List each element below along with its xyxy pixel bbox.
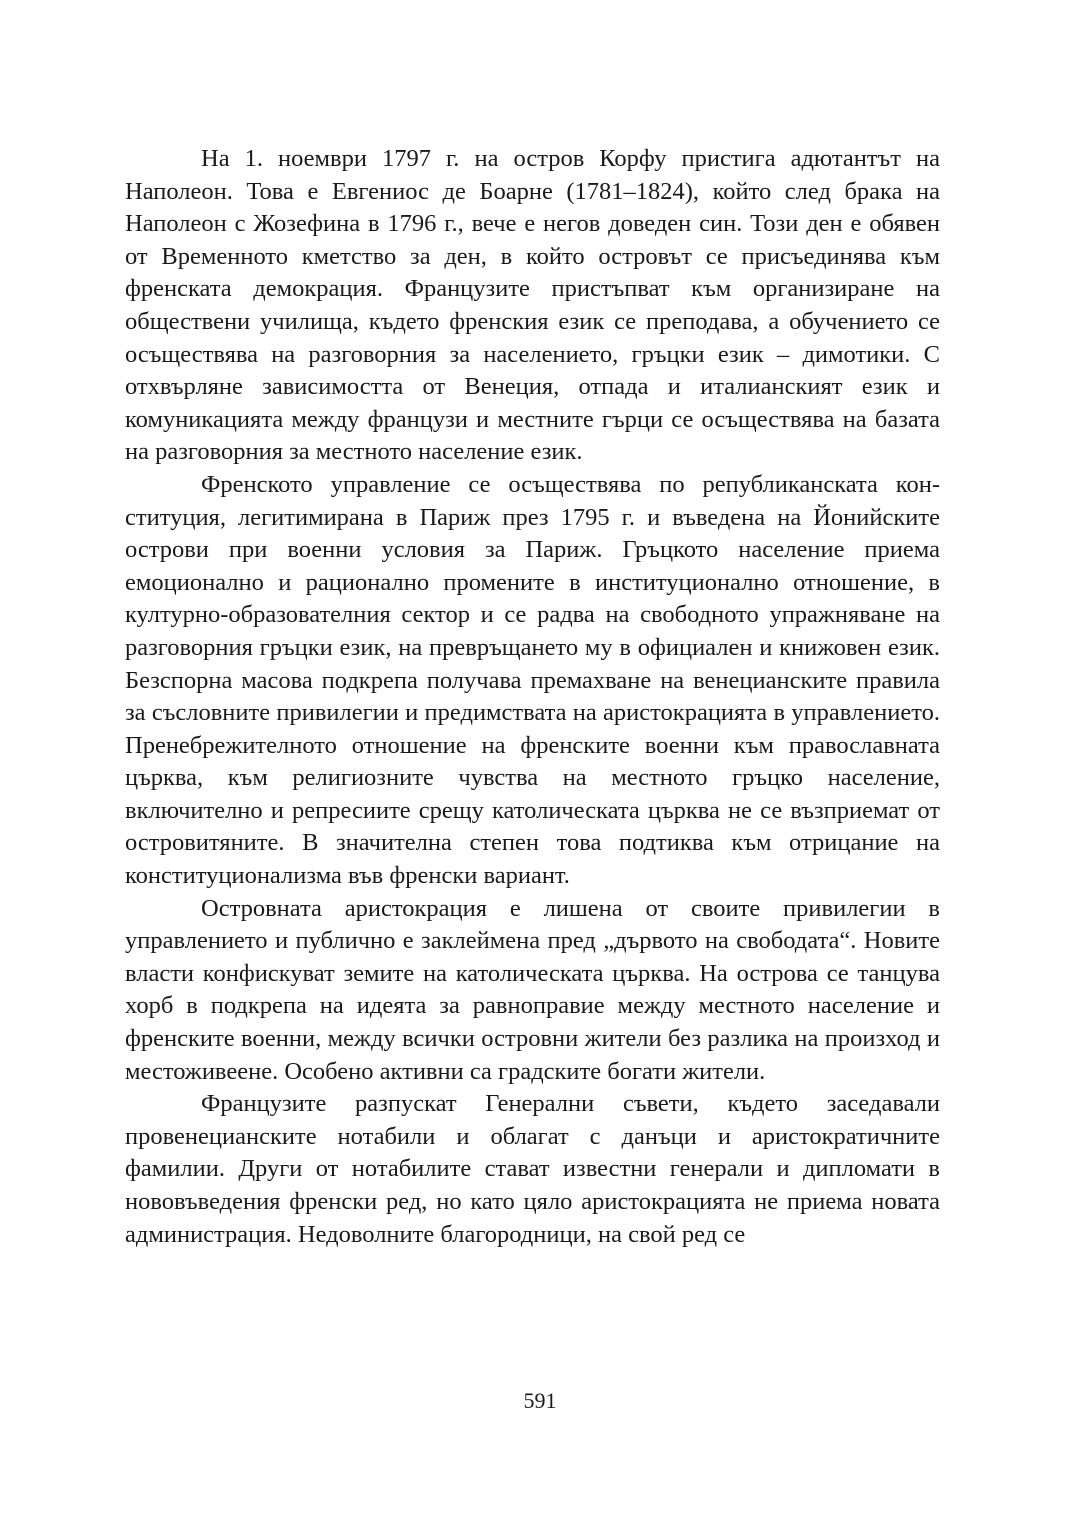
paragraph-3: Островната аристокрация е лишена от своите привилегии в управлението и публично е заклеймена пред „дървото на свободата“. Новите власти конфискуват земите на католическата църква. На острова се танцува хорб в подкрепа на идеята за равноправие между местното население и френските военни, между всички островни жители без разлика на произход и местоживеене. Особено активни са градските богати жители.	[125, 894, 940, 1085]
paragraph-1: На 1. ноември 1797 г. на остров Корфу пристига адютантът на Наполеон. Това е Евгениос де Боарне (1781–1824), който след брака на Наполеон с Жозефина в 1796 г., вече е негов доведен син. Този ден е обявен от Временното кметство за ден, в който островът се присъединява към френската демокрация. Французите пристъпват към организиране на обществени училища, където френския език се преподава, а обучението се осъществява на разговорния за населението, гръцки език – димотики. С отхвърляне зависимостта от Венеция, отпада и италианският език и комуникацията между французи и местните гърци се осъществява на базата на разговорния за местното население език.	[125, 145, 940, 466]
body-text	[125, 143, 940, 1251]
paragraph-4: Французите разпускат Генерални съвети, където заседавали провенецианските нотабили и облагат с данъци и аристократичните фамилии. Други от нотабилите стават известни генерали и дипломати в нововъведения френски ред, но като цяло аристокрацията не приема новата администрация. Недоволните благородници, на свой ред се	[125, 1090, 940, 1248]
page-number: 591	[523, 1388, 557, 1413]
paragraph-2: Френското управление се осъществява по републиканската конституция, легитимирана в Париж през 1795 г. и въведена на Йонийските острови при военни условия за Париж. Гръцкото население приема емоционално и рационално промените в институционално отношение, в културно-образователния сектор и се радва на свободното упражняване на разговорния гръцки език, на превръщането му в официален и книжовен език. Безспорна масова подкрепа получава премахване на венецианските правила за съсловните привилегии и предимствата на аристокрацията в управлението. Пренебрежителното отношение на френските военни към православната църква, към религиозните чувства на местното гръцко население, включително и репресиите срещу католическата църква не се възприемат от островитяните. В значителна степен това подтиква към отрицание на конституционализма във френски вариант.	[125, 470, 940, 890]
